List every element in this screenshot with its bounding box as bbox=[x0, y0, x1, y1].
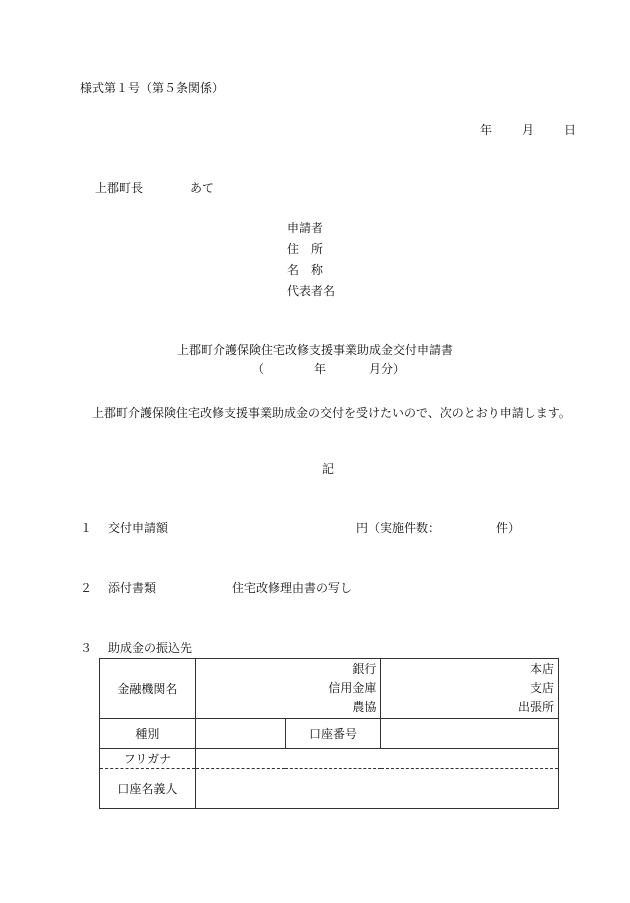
branch-type-head: 本店 bbox=[529, 662, 554, 676]
addressee-honorific: あて bbox=[190, 181, 215, 195]
institution-name-cell[interactable] bbox=[195, 659, 381, 719]
furigana-value-cell[interactable] bbox=[195, 749, 558, 769]
item-2-number: ２ bbox=[80, 581, 93, 595]
type-value-cell[interactable] bbox=[195, 719, 285, 749]
branch-type-sub: 出張所 bbox=[517, 700, 554, 714]
period-year: 年 bbox=[314, 362, 327, 376]
account-number-value-cell[interactable] bbox=[381, 719, 559, 749]
applicant-label: 申請者 bbox=[287, 221, 324, 235]
item-1-suffix: 件） bbox=[496, 521, 521, 535]
addressee bbox=[95, 180, 215, 196]
account-number-label-cell bbox=[285, 719, 381, 749]
holder-label: 口座名義人 bbox=[117, 782, 178, 796]
furigana-label-cell bbox=[100, 749, 196, 769]
holder-label-cell bbox=[100, 769, 196, 809]
item-1-label: 交付申請額 bbox=[108, 521, 169, 535]
institution-label-cell bbox=[100, 659, 196, 719]
date-day: 日 bbox=[564, 123, 577, 137]
furigana-label: フリガナ bbox=[123, 752, 172, 766]
branch-name-cell[interactable] bbox=[381, 659, 559, 719]
applicant-address-label: 住 所 bbox=[287, 242, 324, 256]
item-2-value: 住宅改修理由書の写し bbox=[232, 581, 353, 595]
type-label: 種別 bbox=[135, 727, 160, 741]
item-3-number: ３ bbox=[80, 641, 93, 655]
date-year: 年 bbox=[480, 123, 493, 137]
item-1-value: 円（実施件数： bbox=[356, 521, 441, 535]
applicant-name-label: 名 称 bbox=[287, 263, 324, 277]
ki-mark: 記 bbox=[322, 462, 335, 476]
institution-type-shinkin: 信用金庫 bbox=[328, 681, 377, 695]
applicant-representative-label: 代表者名 bbox=[287, 284, 336, 298]
period-open: （ bbox=[252, 362, 265, 376]
applicant-block bbox=[287, 220, 335, 304]
form-number: 様式第１号（第５条関係） bbox=[80, 81, 225, 95]
institution-label: 金融機関名 bbox=[117, 682, 178, 696]
item-2-label: 添付書類 bbox=[108, 581, 157, 595]
institution-type-bank: 銀行 bbox=[352, 662, 377, 676]
bank-table bbox=[99, 658, 559, 809]
account-number-label: 口座番号 bbox=[308, 727, 357, 741]
item-3-label: 助成金の振込先 bbox=[108, 641, 193, 655]
document-title: 上郡町介護保険住宅改修支援事業助成金交付申請書 bbox=[176, 343, 453, 357]
institution-type-nokyo: 農協 bbox=[352, 700, 377, 714]
holder-value-cell[interactable] bbox=[195, 769, 558, 809]
branch-type-branch: 支店 bbox=[529, 681, 554, 695]
item-1-number: １ bbox=[80, 521, 93, 535]
body-text: 上郡町介護保険住宅改修支援事業助成金の交付を受けたいので、次のとおり申請します。 bbox=[92, 406, 571, 420]
period-month: 月分） bbox=[369, 362, 406, 376]
date-month: 月 bbox=[522, 123, 535, 137]
type-label-cell bbox=[100, 719, 196, 749]
addressee-name: 上郡町長 bbox=[95, 181, 144, 195]
